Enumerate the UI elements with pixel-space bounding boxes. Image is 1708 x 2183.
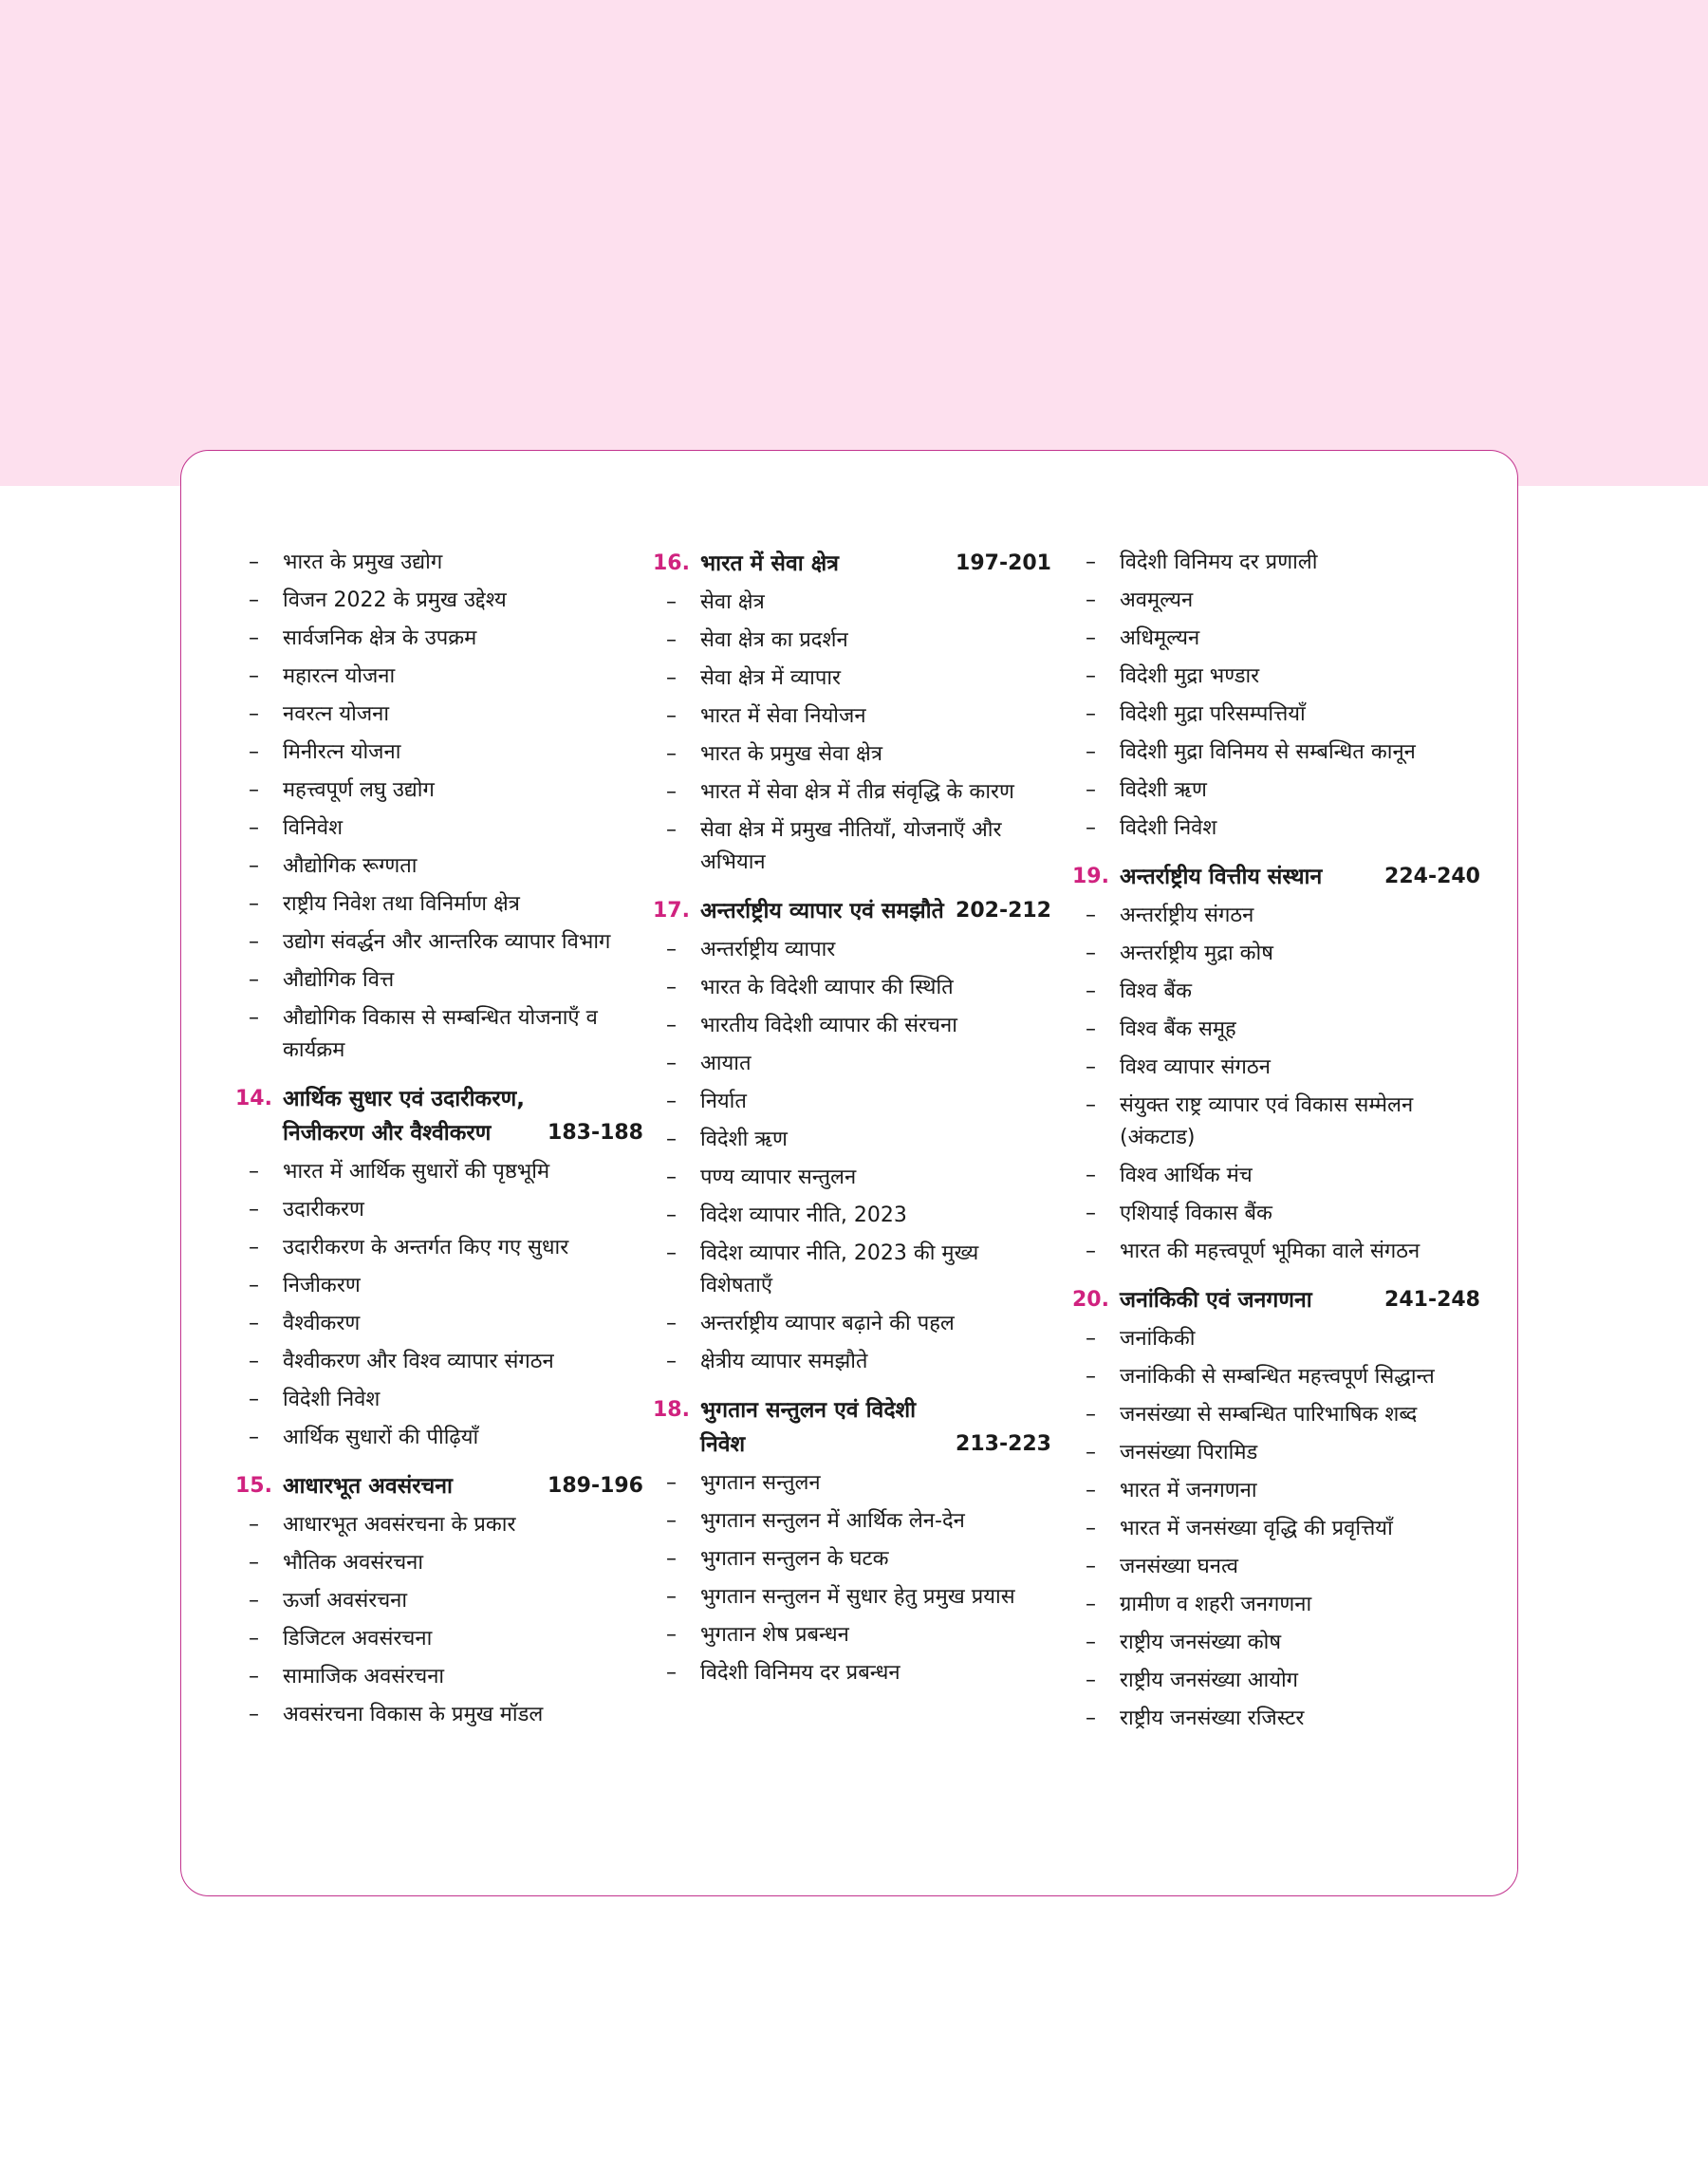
toc-entry-text: सेवा क्षेत्र में प्रमुख नीतियाँ, योजनाएँ और अभियान — [700, 818, 1002, 874]
toc-entry — [653, 625, 1051, 657]
bullet-dash: – — [666, 1547, 677, 1571]
toc-entry-text: विनिवेश — [283, 816, 343, 840]
toc-entry — [235, 1699, 643, 1731]
toc-entry — [653, 1505, 1051, 1538]
bullet-dash: – — [1086, 1240, 1096, 1263]
toc-entry — [653, 700, 1051, 733]
toc-entry-text: उदारीकरण के अन्तर्गत किए गए सुधार — [283, 1236, 569, 1259]
bullet-dash: – — [249, 1006, 259, 1030]
toc-entry-text: राष्ट्रीय जनसंख्या कोष — [1120, 1631, 1282, 1654]
chapter-title: आर्थिक सुधार एवं उदारीकरण, निजीकरण और वैश्वीकरण — [283, 1087, 525, 1146]
bullet-dash: – — [249, 778, 259, 802]
toc-entry-text: भारत में जनसंख्या वृद्धि की प्रवृत्तियाँ — [1120, 1517, 1393, 1540]
toc-entry-text: मिनीरत्न योजना — [283, 740, 401, 764]
toc-entry-text: जनसंख्या से सम्बन्धित पारिभाषिक शब्द — [1120, 1403, 1418, 1427]
toc-entry — [1072, 938, 1480, 970]
bullet-dash: – — [1086, 778, 1096, 802]
bullet-dash: – — [666, 666, 677, 690]
toc-entry — [653, 776, 1051, 809]
toc-entry-text: निर्यात — [700, 1090, 747, 1113]
toc-entry-text: अवमूल्यन — [1120, 588, 1194, 612]
toc-entry — [653, 1543, 1051, 1576]
toc-entry — [653, 662, 1051, 695]
bullet-dash: – — [666, 1312, 677, 1335]
toc-entry — [235, 737, 643, 769]
toc-entry — [235, 1232, 643, 1264]
chapter-heading — [235, 1469, 643, 1503]
toc-entry — [1072, 1551, 1480, 1583]
toc-entry-text: विदेशी ऋण — [700, 1128, 788, 1151]
bullet-dash: – — [249, 816, 259, 840]
chapter-heading — [1072, 860, 1480, 894]
bullet-dash: – — [249, 1703, 259, 1726]
toc-entry — [1072, 1198, 1480, 1230]
toc-entry-text: विदेशी ऋण — [1120, 778, 1207, 802]
toc-entry — [1072, 1475, 1480, 1507]
toc-entry — [1072, 1361, 1480, 1393]
toc-entry-text: विदेशी मुद्रा विनिमय से सम्बन्धित कानून — [1120, 740, 1416, 764]
bullet-dash: – — [249, 1551, 259, 1575]
bullet-dash: – — [249, 664, 259, 688]
bullet-dash: – — [666, 1128, 677, 1151]
bullet-dash: – — [249, 550, 259, 574]
chapter-number: 20. — [1072, 1288, 1109, 1312]
toc-entry-text: ऊर्जा अवसंरचना — [283, 1589, 408, 1613]
bullet-dash: – — [1086, 1631, 1096, 1654]
bullet-dash: – — [249, 1274, 259, 1297]
bullet-dash: – — [666, 1241, 677, 1265]
toc-entry-text: अन्तर्राष्ट्रीय व्यापार — [700, 938, 836, 961]
toc-entry-text: सेवा क्षेत्र — [700, 590, 765, 614]
bullet-dash: – — [249, 930, 259, 954]
bullet-dash: – — [666, 1090, 677, 1113]
toc-entry-text: विश्व बैंक — [1120, 980, 1192, 1003]
toc-entry-text: आयात — [700, 1052, 752, 1075]
contents-column-3 — [1072, 547, 1480, 1741]
bullet-dash: – — [249, 740, 259, 764]
bullet-dash: – — [666, 818, 677, 842]
bullet-dash: – — [666, 976, 677, 999]
toc-entry — [1072, 774, 1480, 807]
toc-entry — [235, 926, 643, 959]
toc-entry — [235, 812, 643, 845]
bullet-dash: – — [249, 1388, 259, 1411]
toc-entry-text: राष्ट्रीय निवेश तथा विनिर्माण क्षेत्र — [283, 892, 520, 916]
toc-entry-text: अधिमूल्यन — [1120, 626, 1200, 650]
toc-entry-text: पण्य व्यापार सन्तुलन — [700, 1166, 857, 1189]
toc-entry — [653, 1010, 1051, 1042]
toc-entry-text: अन्तर्राष्ट्रीय मुद्रा कोष — [1120, 942, 1273, 965]
toc-entry — [653, 1200, 1051, 1232]
bullet-dash: – — [1086, 740, 1096, 764]
chapter-heading — [653, 894, 1051, 928]
bullet-dash: – — [249, 702, 259, 726]
chapter-page-range: 202-212 — [956, 899, 1051, 923]
toc-entry — [1072, 1160, 1480, 1192]
chapter-page-range: 213-223 — [956, 1432, 1051, 1456]
bullet-dash: – — [1086, 904, 1096, 927]
toc-entry — [1072, 1090, 1480, 1154]
toc-entry-text: एशियाई विकास बैंक — [1120, 1202, 1272, 1225]
bullet-dash: – — [1086, 1055, 1096, 1079]
toc-entry-text: विजन 2022 के प्रमुख उद्देश्य — [283, 588, 507, 612]
toc-entry — [653, 1657, 1051, 1689]
toc-entry-text: विदेशी मुद्रा परिसम्पत्तियाँ — [1120, 702, 1306, 726]
toc-entry-text: संयुक्त राष्ट्र व्यापार एवं विकास सम्मेलन (अंकटाड) — [1120, 1093, 1414, 1149]
bullet-dash: – — [249, 968, 259, 992]
toc-entry-text: विश्व व्यापार संगठन — [1120, 1055, 1271, 1079]
toc-entry — [1072, 623, 1480, 655]
bullet-dash: – — [249, 854, 259, 878]
toc-entry — [653, 1308, 1051, 1340]
toc-entry-text: विश्व बैंक समूह — [1120, 1017, 1236, 1041]
bullet-dash: – — [1086, 1017, 1096, 1041]
toc-entry — [653, 972, 1051, 1004]
toc-entry-text: जनांकिकी से सम्बन्धित महत्त्वपूर्ण सिद्धान्त — [1120, 1365, 1435, 1389]
chapter-title: भुगतान सन्तुलन एवं विदेशी निवेश — [700, 1398, 917, 1457]
toc-entry-text: विदेश व्यापार नीति, 2023 — [700, 1203, 907, 1227]
toc-entry-text: अवसंरचना विकास के प्रमुख मॉडल — [283, 1703, 544, 1726]
bullet-dash: – — [249, 1198, 259, 1222]
toc-entry-text: राष्ट्रीय जनसंख्या आयोग — [1120, 1669, 1299, 1692]
bullet-dash: – — [666, 1471, 677, 1495]
bullet-dash: – — [1086, 1441, 1096, 1465]
toc-entry — [653, 1619, 1051, 1651]
toc-entry — [653, 587, 1051, 619]
toc-entry-text: डिजिटल अवसंरचना — [283, 1627, 433, 1651]
toc-entry — [653, 1346, 1051, 1378]
toc-entry-text: विश्व आर्थिक मंच — [1120, 1164, 1253, 1187]
toc-entry-text: विदेशी विनिमय दर प्रबन्धन — [700, 1661, 900, 1685]
toc-entry — [653, 814, 1051, 879]
toc-entry-text: औद्योगिक रूग्णता — [283, 854, 418, 878]
toc-entry — [235, 774, 643, 807]
toc-entry-text: क्षेत्रीय व्यापार समझौते — [700, 1350, 868, 1373]
toc-entry — [235, 585, 643, 617]
toc-entry-text: महारत्न योजना — [283, 664, 396, 688]
chapter-page-range: 241-248 — [1384, 1288, 1480, 1312]
toc-entry-text: अन्तर्राष्ट्रीय व्यापार बढ़ाने की पहल — [700, 1312, 955, 1335]
toc-entry-text: महत्त्वपूर्ण लघु उद्योग — [283, 778, 435, 802]
bullet-dash: – — [666, 1166, 677, 1189]
bullet-dash: – — [1086, 980, 1096, 1003]
toc-entry-text: निजीकरण — [283, 1274, 361, 1297]
toc-entry — [1072, 547, 1480, 579]
toc-entry — [653, 738, 1051, 771]
toc-entry — [1072, 1513, 1480, 1545]
chapter-number: 15. — [235, 1474, 272, 1498]
chapter-heading — [653, 1393, 1051, 1462]
chapter-heading — [653, 547, 1051, 581]
bullet-dash: – — [666, 1623, 677, 1647]
bullet-dash: – — [1086, 550, 1096, 574]
toc-entry-text: आधारभूत अवसंरचना के प्रकार — [283, 1513, 516, 1537]
bullet-dash: – — [1086, 626, 1096, 650]
chapter-title: जनांकिकी एवं जनगणना — [1120, 1288, 1312, 1313]
bullet-dash: – — [666, 780, 677, 804]
toc-entry-text: उद्योग संवर्द्धन और आन्तरिक व्यापार विभाग — [283, 930, 611, 954]
toc-entry — [653, 1467, 1051, 1500]
toc-entry-text: औद्योगिक विकास से सम्बन्धित योजनाएँ व कार्यक्रम — [283, 1006, 598, 1062]
toc-entry-text: सेवा क्षेत्र का प्रदर्शन — [700, 628, 848, 652]
toc-entry — [653, 1581, 1051, 1614]
toc-entry — [1072, 1323, 1480, 1355]
toc-entry — [235, 1308, 643, 1340]
toc-entry-text: भारत में आर्थिक सुधारों की पृष्ठभूमि — [283, 1160, 550, 1184]
toc-entry-text: भारत की महत्त्वपूर्ण भूमिका वाले संगठन — [1120, 1240, 1420, 1263]
toc-entry — [235, 888, 643, 921]
chapter-title: अन्तर्राष्ट्रीय व्यापार एवं समझौते — [700, 899, 944, 924]
bullet-dash: – — [1086, 1327, 1096, 1351]
toc-entry — [1072, 1665, 1480, 1697]
chapter-page-range: 197-201 — [956, 551, 1051, 575]
toc-entry-text: भुगतान सन्तुलन में सुधार हेतु प्रमुख प्रयास — [700, 1585, 1015, 1609]
bullet-dash: – — [666, 1052, 677, 1075]
toc-entry-text: विदेशी विनिमय दर प्रणाली — [1120, 550, 1318, 574]
toc-entry-text: राष्ट्रीय जनसंख्या रजिस्टर — [1120, 1707, 1305, 1730]
bullet-dash: – — [249, 626, 259, 650]
bullet-dash: – — [666, 628, 677, 652]
toc-entry — [235, 1547, 643, 1579]
toc-entry — [1072, 1399, 1480, 1431]
header-band — [0, 0, 1708, 486]
contents-column-2 — [653, 547, 1051, 1695]
toc-entry-text: भारत में सेवा नियोजन — [700, 704, 866, 728]
bullet-dash: – — [666, 1585, 677, 1609]
toc-entry — [235, 699, 643, 731]
chapter-heading — [1072, 1283, 1480, 1317]
bullet-dash: – — [666, 1509, 677, 1533]
bullet-dash: – — [249, 1426, 259, 1449]
toc-entry-text: भारत के प्रमुख उद्योग — [283, 550, 443, 574]
toc-entry-text: भारत के विदेशी व्यापार की स्थिति — [700, 976, 954, 999]
toc-entry — [235, 1346, 643, 1378]
toc-entry-text: भारत में जनगणना — [1120, 1479, 1257, 1502]
bullet-dash: – — [249, 1589, 259, 1613]
toc-entry-text: विदेशी मुद्रा भण्डार — [1120, 664, 1260, 688]
bullet-dash: – — [249, 588, 259, 612]
toc-entry — [235, 1661, 643, 1693]
toc-entry-text: भुगतान सन्तुलन — [700, 1471, 821, 1495]
toc-entry-text: विदेश व्यापार नीति, 2023 की मुख्य विशेषताएँ — [700, 1241, 979, 1297]
toc-entry — [235, 1623, 643, 1655]
chapter-heading — [235, 1082, 643, 1150]
chapter-title: भारत में सेवा क्षेत्र — [700, 551, 839, 576]
toc-entry — [235, 1194, 643, 1226]
toc-entry — [235, 623, 643, 655]
toc-entry — [1072, 900, 1480, 932]
chapter-number: 17. — [653, 899, 690, 923]
toc-entry — [1072, 976, 1480, 1008]
toc-entry-text: भारतीय विदेशी व्यापार की संरचना — [700, 1014, 957, 1037]
toc-entry — [235, 661, 643, 693]
toc-entry-text: वैश्वीकरण — [283, 1312, 361, 1335]
toc-entry — [235, 1509, 643, 1541]
contents-column-1 — [235, 547, 643, 1737]
chapter-page-range: 189-196 — [548, 1474, 643, 1498]
bullet-dash: – — [1086, 1403, 1096, 1427]
toc-entry — [235, 964, 643, 997]
toc-entry-text: सामाजिक अवसंरचना — [283, 1665, 445, 1689]
chapter-title: आधारभूत अवसंरचना — [283, 1474, 453, 1499]
chapter-number: 14. — [235, 1087, 272, 1110]
toc-entry — [653, 1048, 1051, 1080]
chapter-page-range: 183-188 — [548, 1121, 643, 1145]
bullet-dash: – — [1086, 1093, 1096, 1117]
toc-entry — [1072, 661, 1480, 693]
toc-entry-text: भौतिक अवसंरचना — [283, 1551, 424, 1575]
bullet-dash: – — [666, 590, 677, 614]
toc-entry-text: सेवा क्षेत्र में व्यापार — [700, 666, 842, 690]
toc-entry-text: भुगतान सन्तुलन के घटक — [700, 1547, 889, 1571]
bullet-dash: – — [666, 1350, 677, 1373]
toc-entry — [235, 850, 643, 883]
bullet-dash: – — [666, 704, 677, 728]
toc-entry-text: अन्तर्राष्ट्रीय संगठन — [1120, 904, 1254, 927]
toc-entry — [1072, 585, 1480, 617]
bullet-dash: – — [1086, 702, 1096, 726]
bullet-dash: – — [1086, 1365, 1096, 1389]
bullet-dash: – — [1086, 816, 1096, 840]
toc-entry-text: विदेशी निवेश — [1120, 816, 1217, 840]
toc-entry — [1072, 1236, 1480, 1268]
toc-entry — [1072, 699, 1480, 731]
bullet-dash: – — [1086, 1593, 1096, 1616]
bullet-dash: – — [249, 1665, 259, 1689]
toc-entry — [1072, 1589, 1480, 1621]
toc-entry-text: जनांकिकी — [1120, 1327, 1196, 1351]
chapter-number: 18. — [653, 1398, 690, 1422]
bullet-dash: – — [1086, 588, 1096, 612]
chapter-page-range: 224-240 — [1384, 865, 1480, 888]
bullet-dash: – — [249, 1312, 259, 1335]
toc-entry — [235, 1270, 643, 1302]
bullet-dash: – — [249, 892, 259, 916]
chapter-number: 19. — [1072, 865, 1109, 888]
bullet-dash: – — [1086, 1202, 1096, 1225]
toc-entry-text: ग्रामीण व शहरी जनगणना — [1120, 1593, 1312, 1616]
toc-entry — [1072, 1437, 1480, 1469]
toc-entry-text: आर्थिक सुधारों की पीढ़ियाँ — [283, 1426, 479, 1449]
toc-entry — [235, 547, 643, 579]
toc-entry-text: जनसंख्या घनत्व — [1120, 1555, 1239, 1578]
toc-entry — [653, 1124, 1051, 1156]
bullet-dash: – — [1086, 1164, 1096, 1187]
toc-entry — [1072, 737, 1480, 769]
toc-entry — [653, 1162, 1051, 1194]
bullet-dash: – — [666, 1661, 677, 1685]
bullet-dash: – — [249, 1513, 259, 1537]
toc-entry-text: नवरत्न योजना — [283, 702, 390, 726]
toc-entry-text: सार्वजनिक क्षेत्र के उपक्रम — [283, 626, 477, 650]
bullet-dash: – — [666, 1203, 677, 1227]
chapter-number: 16. — [653, 551, 690, 575]
toc-entry — [1072, 812, 1480, 845]
bullet-dash: – — [1086, 1479, 1096, 1502]
bullet-dash: – — [1086, 942, 1096, 965]
bullet-dash: – — [1086, 1669, 1096, 1692]
chapter-title: अन्तर्राष्ट्रीय वित्तीय संस्थान — [1120, 865, 1323, 889]
toc-entry-text: भुगतान सन्तुलन में आर्थिक लेन-देन — [700, 1509, 965, 1533]
toc-entry-text: भुगतान शेष प्रबन्धन — [700, 1623, 849, 1647]
toc-entry — [653, 934, 1051, 966]
toc-entry — [653, 1238, 1051, 1302]
bullet-dash: – — [249, 1350, 259, 1373]
bullet-dash: – — [666, 1014, 677, 1037]
bullet-dash: – — [666, 742, 677, 766]
toc-entry-text: विदेशी निवेश — [283, 1388, 381, 1411]
toc-entry — [1072, 1627, 1480, 1659]
bullet-dash: – — [1086, 1555, 1096, 1578]
toc-entry — [1072, 1052, 1480, 1084]
bullet-dash: – — [1086, 1707, 1096, 1730]
bullet-dash: – — [249, 1236, 259, 1259]
toc-entry-text: भारत के प्रमुख सेवा क्षेत्र — [700, 742, 882, 766]
toc-entry-text: औद्योगिक वित्त — [283, 968, 395, 992]
toc-entry-text: उदारीकरण — [283, 1198, 364, 1222]
bullet-dash: – — [666, 938, 677, 961]
toc-entry — [653, 1086, 1051, 1118]
toc-entry — [235, 1156, 643, 1188]
toc-entry — [235, 1422, 643, 1454]
toc-entry-text: भारत में सेवा क्षेत्र में तीव्र संवृद्धि के कारण — [700, 780, 1014, 804]
toc-entry — [1072, 1703, 1480, 1735]
toc-entry-text: जनसंख्या पिरामिड — [1120, 1441, 1258, 1465]
bullet-dash: – — [1086, 1517, 1096, 1540]
toc-entry — [1072, 1014, 1480, 1046]
toc-entry — [235, 1384, 643, 1416]
toc-entry-text: वैश्वीकरण और विश्व व्यापार संगठन — [283, 1350, 554, 1373]
bullet-dash: – — [249, 1160, 259, 1184]
toc-entry — [235, 1002, 643, 1067]
bullet-dash: – — [249, 1627, 259, 1651]
bullet-dash: – — [1086, 664, 1096, 688]
toc-entry — [235, 1585, 643, 1617]
